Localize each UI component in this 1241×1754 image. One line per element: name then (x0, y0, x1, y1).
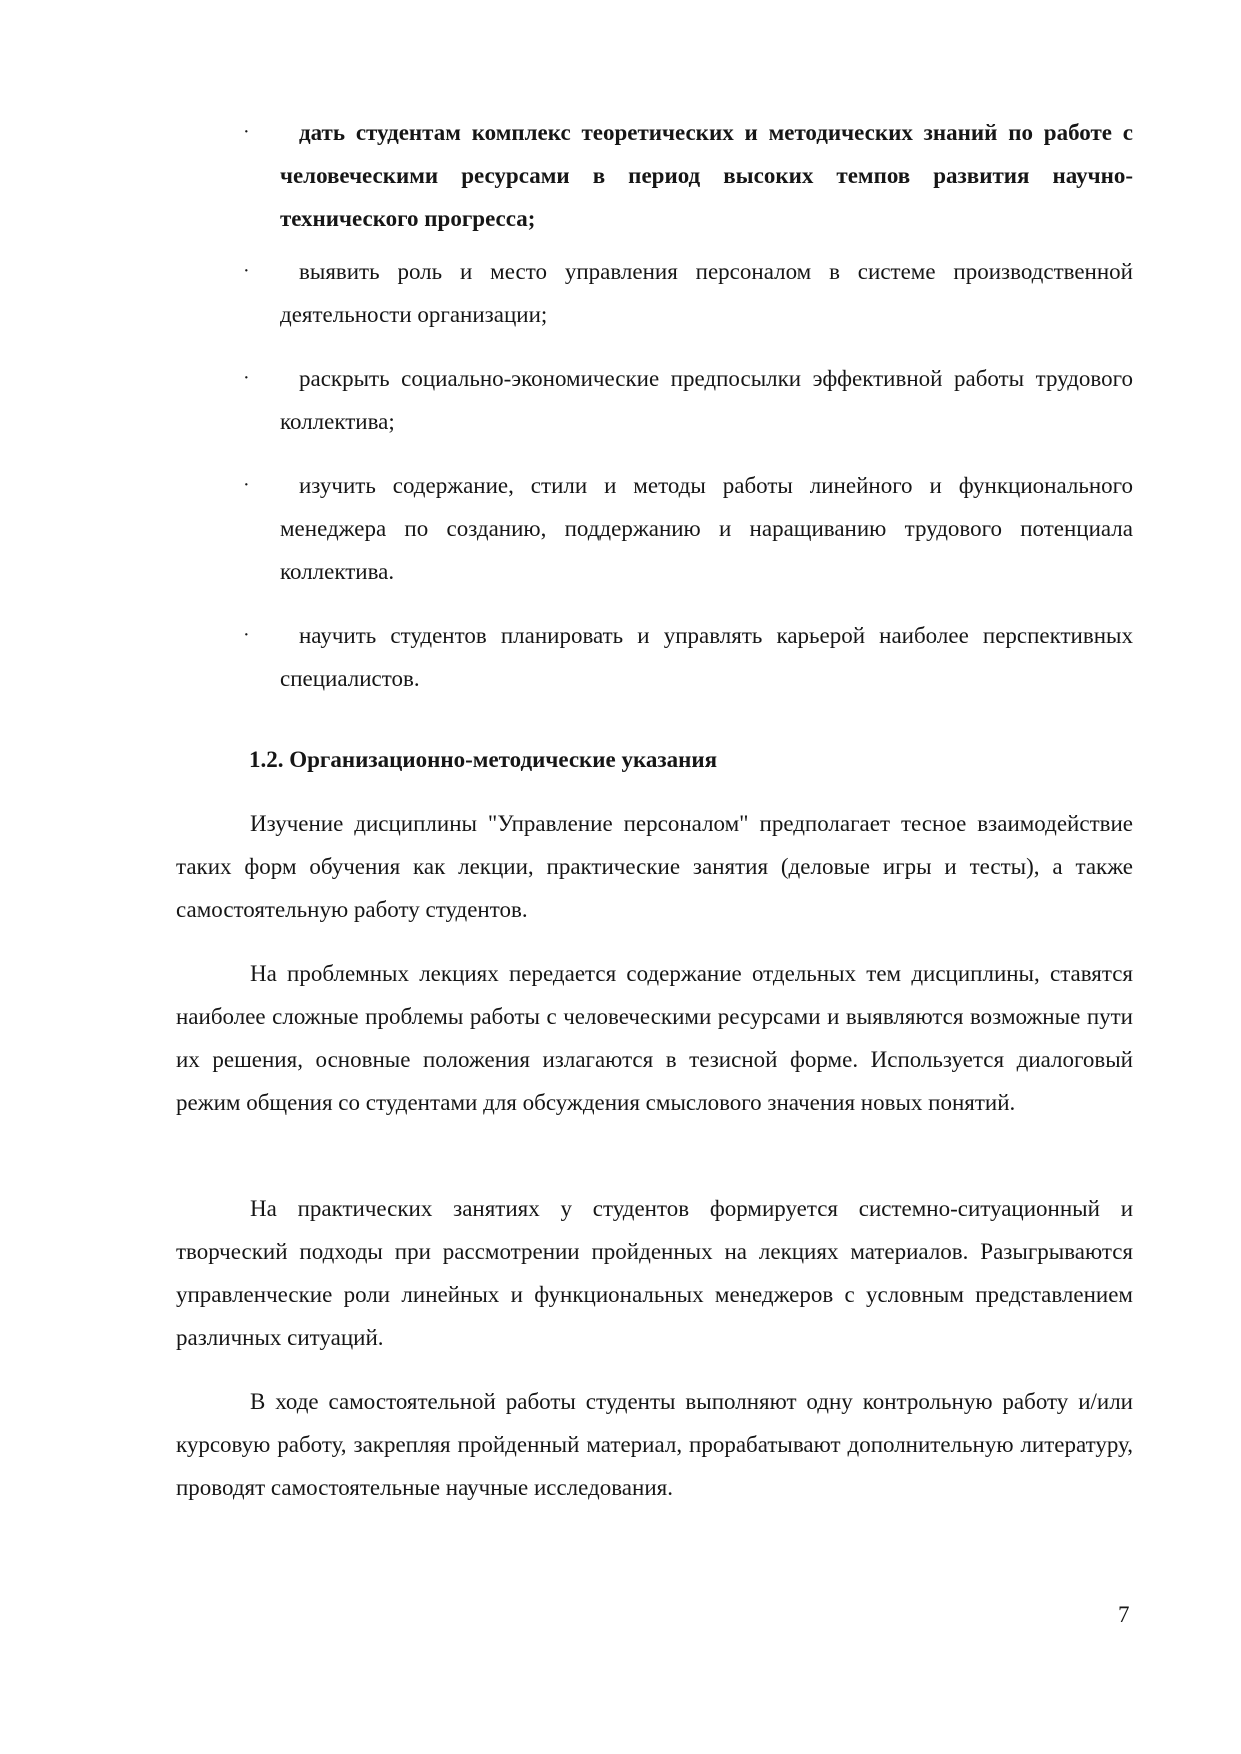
goal-list-item (243, 357, 1133, 443)
body-paragraph: На практических занятиях у студентов формируется системно-ситуационный и творческий подходы при рассмотрении пройденных на лекциях материалов. Разыгрываются управленческие роли линейных и функциональных менеджеров с условным представлением различных ситуаций. (176, 1196, 1133, 1350)
section-heading: 1.2. Организационно-методические указания (249, 747, 718, 772)
goal-text: выявить роль и место управления персоналом в системе производственной деятельности организации; (280, 259, 1133, 327)
bullet-marker: · (243, 260, 250, 282)
goal-list-item (243, 464, 1133, 593)
goal-list-item (243, 250, 1133, 336)
bullet-marker: · (243, 367, 250, 389)
goal-text: дать студентам комплекс теоретических и методических знаний по работе с человеческими ресурсами в период высоких темпов развития научно-технического прогресса; (280, 120, 1133, 231)
goal-list-item (243, 111, 1133, 240)
goal-text: изучить содержание, стили и методы работы линейного и функционального менеджера по созданию, поддержанию и наращиванию трудового потенциала коллектива. (280, 473, 1133, 584)
goal-list-item (243, 614, 1133, 700)
bullet-marker: · (243, 121, 250, 143)
bullet-marker: · (243, 624, 250, 646)
body-paragraph: Изучение дисциплины "Управление персоналом" предполагает тесное взаимодействие таких форм обучения как лекции, практические занятия (деловые игры и тесты), а также самостоятельную работу студентов. (176, 811, 1133, 922)
goal-text: раскрыть социально-экономические предпосылки эффективной работы трудового коллектива; (280, 366, 1133, 434)
bullet-marker: · (243, 474, 250, 496)
body-paragraph: В ходе самостоятельной работы студенты выполняют одну контрольную работу и/или курсовую работу, закрепляя пройденный материал, прорабатывают дополнительную литературу, проводят самостоятельные научные исследования. (176, 1389, 1133, 1500)
page-number: 7 (1118, 1602, 1130, 1627)
body-paragraph: На проблемных лекциях передается содержание отдельных тем дисциплины, ставятся наиболее сложные проблемы работы с человеческими ресурсами и выявляются возможные пути их решения, основные положения излагаются в тезисной форме. Используется диалоговый режим общения со студентами для обсуждения смыслового значения новых понятий. (176, 961, 1133, 1115)
goal-text: научить студентов планировать и управлять карьерой наиболее перспективных специалистов. (280, 623, 1133, 691)
